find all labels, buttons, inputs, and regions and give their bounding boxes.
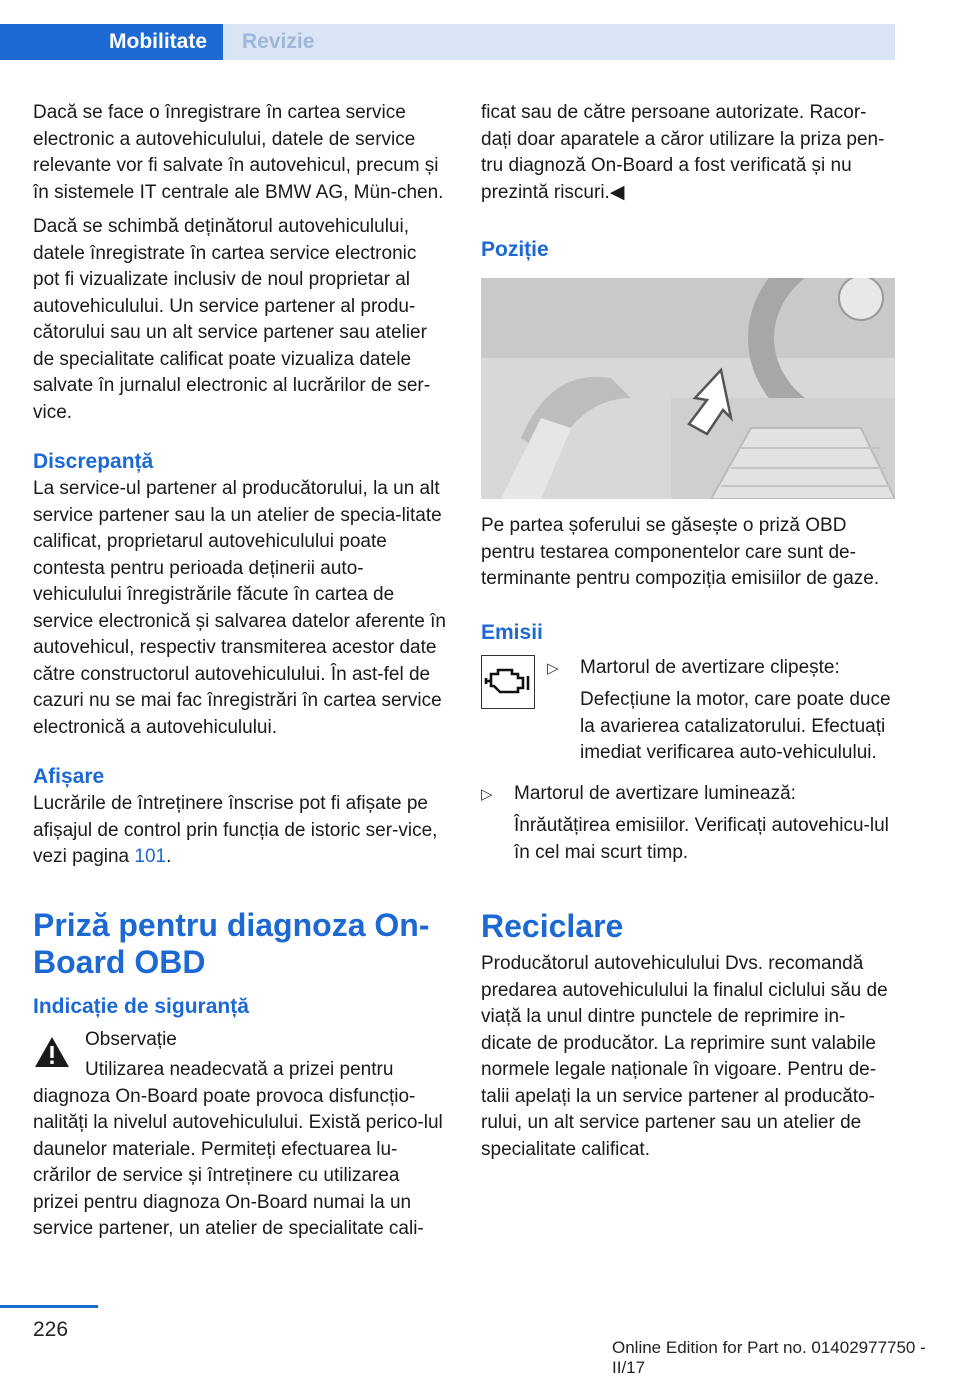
- safety-note: [33, 1027, 446, 1243]
- right-column: [481, 100, 894, 1171]
- page-link-101[interactable]: 101: [134, 846, 167, 867]
- paragraph-owner-change: Dacă se schimbă deținătorul autovehiculului, datele înregistrate în cartea service electronic pot fi vizualizate inclusiv de noul proprietar al autovehiculului. Un service partener al produ‐cătorului sau un alt service partener sau atelier de specialitate calificat poate vizualiza datele salvate în jurnalul electronic al lucrărilor de ser‐vice.: [33, 216, 431, 423]
- warning-text: Utilizarea neadecvată a prizei pentru diagnoza On-Board poate provoca disfuncțio‐nalități la nivelul autovehiculului. Există perico‐lul daunelor materiale. Permiteți efectuarea lu‐crărilor de service și întreținere cu utilizarea prizei pentru diagnoza On-Board numai la un service partener, un atelier de specialitate cali‐: [33, 1059, 443, 1239]
- check-engine-icon: [482, 656, 532, 706]
- obd-location-illustration: [481, 278, 895, 499]
- heading-pozitie: Poziție: [481, 238, 549, 261]
- bullet-triangle-icon: ▷: [481, 785, 493, 803]
- bullet-flashing: [547, 655, 894, 767]
- afisare-end: .: [166, 846, 172, 867]
- paragraph-reciclare: Producătorul autovehiculului Dvs. recomandă predarea autovehiculului la finalul ciclului său de viață la unul dintre punctele de reprimire in‐dicate de producător. La reprimire sunt valabile normele legale naționale în vigoare. Pentru de‐talii apelați la un service partener al producăto‐rului, un alt service partener sau un atelier de specialitate calificat.: [481, 953, 888, 1160]
- tab-mobilitate[interactable]: Mobilitate: [0, 24, 223, 60]
- bullet-triangle-icon: ▷: [547, 659, 559, 677]
- obd-location-photo: [481, 278, 895, 499]
- afisare-text: Lucrările de întreținere înscrise pot fi afișate pe afișajul de control prin funcția de istoric ser‐vice, vezi pagina: [33, 793, 438, 867]
- footer-rule: [0, 1305, 98, 1308]
- engine-warning-box: [481, 655, 535, 709]
- heading-emisii: Emisii: [481, 620, 543, 644]
- page-number: 226: [33, 1318, 69, 1341]
- warning-triangle-icon: [33, 1035, 71, 1069]
- heading-reciclare: Reciclare: [481, 908, 624, 944]
- heading-priza-obd: Priză pentru diagnoza On-Board OBD: [33, 906, 430, 980]
- paragraph-afisare: [33, 791, 446, 871]
- edition-note: Online Edition for Part no. 01402977750 - II/17: [612, 1338, 926, 1377]
- bullet-lit-text: Înrăutățirea emisiilor. Verificați autovehicu‐lul în cel mai scurt timp.: [514, 815, 889, 863]
- warning-title: Observație: [85, 1028, 177, 1050]
- bullet-lit-title: Martorul de avertizare luminează:: [514, 782, 796, 804]
- paragraph-obd-position: Pe partea șoferului se găsește o priză OBD pentru testarea componentelor care sunt de‐terminante pentru compoziția emisiilor de gaze.: [481, 515, 880, 589]
- bullet-flashing-title: Martorul de avertizare clipește:: [580, 656, 840, 678]
- heading-discrepanta: Discrepanță: [33, 450, 154, 473]
- page-header: [0, 0, 960, 62]
- tab-revizie[interactable]: Revizie: [223, 24, 895, 60]
- heading-afisare: Afișare: [33, 765, 105, 788]
- paragraph-discrepanta: La service-ul partener al producătorului, la un alt service partener sau la un atelier de specia‐litate calificat, proprietarul autovehiculului poate contesta pentru perioada deținerii auto‐vehiculului înregistrările făcute în cartea de service electronică și salvarea datelor aferente în autovehicul, respectiv transmiterea acestor date către constructorul autovehiculului. În ast‐fel de cazuri nu se mai fac înregistrări în cartea service electronică a autovehiculului.: [33, 478, 446, 738]
- heading-indicatie-siguranta: Indicație de siguranță: [33, 994, 249, 1018]
- left-column: [33, 100, 446, 1251]
- bullet-flashing-text: Defecțiune la motor, care poate duce la avarierea catalizatorului. Efectuați imediat verificarea auto‐vehiculului.: [580, 689, 891, 763]
- bullet-lit: [481, 781, 894, 867]
- paragraph-service-record: Dacă se face o înregistrare în cartea service electronic a autovehiculului, datele de service relevante vor fi salvate în autovehicul, precum și în sistemele IT centrale ale BMW AG, Mün‐chen.: [33, 102, 444, 203]
- paragraph-continuation: ficat sau de către persoane autorizate. Racor‐dați doar aparatele a căror utilizare la priza pen‐tru diagnoză On-Board a fost verificată și nu prezintă riscuri.◀: [481, 102, 885, 203]
- emisii-section: [481, 655, 894, 867]
